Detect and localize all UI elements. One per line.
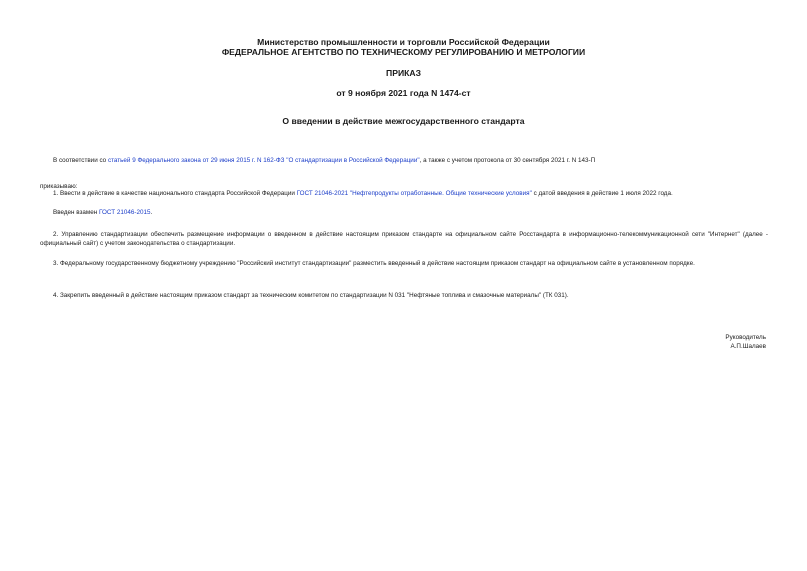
gost-21046-2015-link[interactable]: ГОСТ 21046-2015: [98, 209, 151, 216]
item-1-prefix: 1. Ввести в действие в качестве национального стандарта Российской Федерации: [53, 190, 297, 197]
paragraph-preamble: [40, 156, 768, 165]
paragraph-item-3: 3. Федеральному государственному бюджетному учреждению "Российский институт стандартизации" разместить введенный в действие настоящим приказом стандарт на официальном сайте в установленном порядке.: [53, 260, 695, 267]
ministry-title: Министерство промышленности и торговли Российской Федерации: [257, 37, 550, 47]
item-1-suffix: с датой введения в действие 1 июля 2022 года.: [531, 190, 673, 197]
paragraph-item-2: 2. Управлению стандартизации обеспечить размещение информации о введенном в действие настоящим приказом стандарте на официальном сайте Росстандарта в информационно-телекоммуникационной сети "Интернет" (далее - официальный сайт) с учетом законодательства о стандартизации.: [40, 231, 768, 247]
paragraph-order-word: приказываю:: [40, 183, 78, 190]
gost-21046-2021-link[interactable]: ГОСТ 21046-2021 "Нефтепродукты отработанные. Общие технические условия": [296, 190, 532, 197]
paragraph-replaces: [40, 208, 768, 217]
agency-title: ФЕДЕРАЛЬНОЕ АГЕНТСТВО ПО ТЕХНИЧЕСКОМУ РЕГУЛИРОВАНИЮ И МЕТРОЛОГИИ: [221, 47, 586, 57]
preamble-suffix: , а также с учетом протокола от 30 сентября 2021 г. N 143-П: [419, 157, 596, 164]
paragraph-item-4: 4. Закрепить введенный в действие настоящим приказом стандарт за техническим комитетом по стандартизации N 031 "Нефтяные топлива и смазочные материалы" (ТК 031).: [53, 292, 569, 299]
replaces-prefix: Введен взамен: [53, 209, 99, 216]
paragraph-item-1: [40, 189, 768, 198]
document-date-number: от 9 ноября 2021 года N 1474-ст: [336, 88, 471, 98]
signature-role: Руководитель: [725, 334, 766, 341]
replaces-suffix: .: [150, 209, 153, 216]
signature-name: А.П.Шалаев: [730, 343, 766, 350]
federal-law-link[interactable]: статьей 9 Федерального закона от 29 июня 2015 г. N 162-ФЗ "О стандартизации в Российской Федерации": [107, 157, 420, 164]
preamble-prefix: В соответствии со: [53, 157, 108, 164]
document-type: ПРИКАЗ: [386, 68, 421, 78]
document-subject: О введении в действие межгосударственного стандарта: [282, 116, 525, 126]
